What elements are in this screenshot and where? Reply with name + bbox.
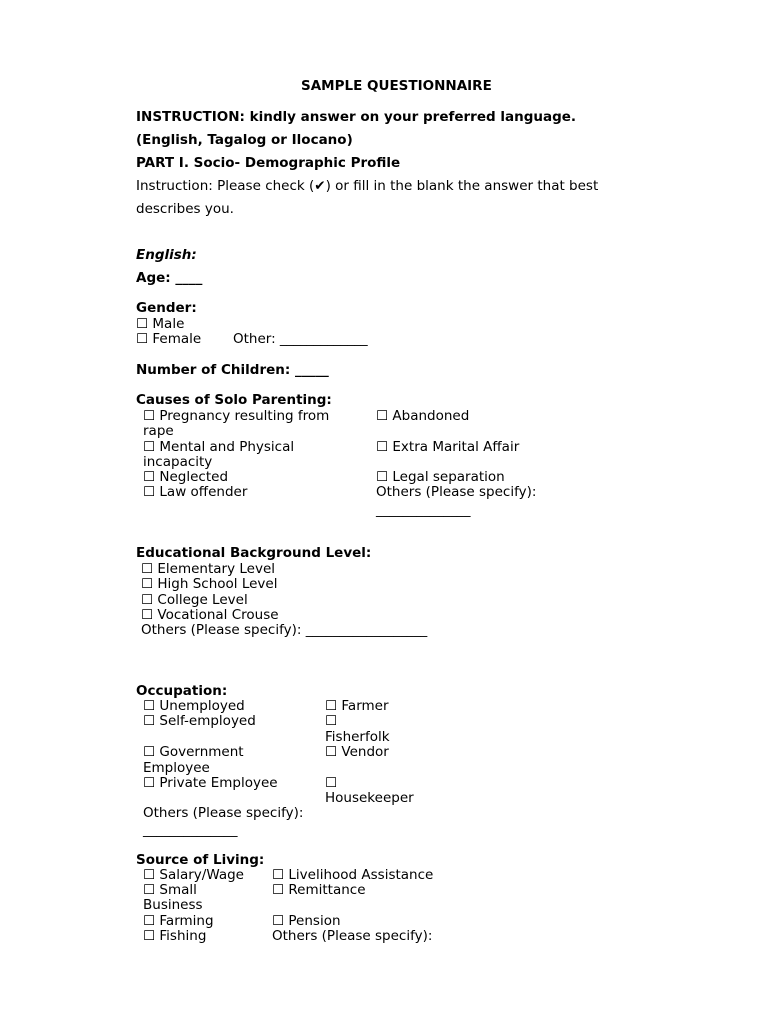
occupation-fisherfolk-checkbox[interactable]: ☐ <box>325 713 338 729</box>
living-farming-checkbox[interactable]: ☐ Farming <box>143 913 214 929</box>
occupation-housekeeper-label: Housekeeper <box>325 790 414 806</box>
check-instruction-line1: Instruction: Please check (✔) or fill in the blank the answer that best <box>136 178 599 194</box>
living-pension-checkbox[interactable]: ☐ Pension <box>272 913 341 929</box>
cause-neglected-checkbox[interactable]: ☐ Neglected <box>143 469 229 485</box>
occupation-heading: Occupation: <box>136 683 228 699</box>
english-label: English: <box>136 247 197 263</box>
cause-pregnancy-label-cont: rape <box>143 423 174 439</box>
occupation-farmer-checkbox[interactable]: ☐ Farmer <box>325 698 389 714</box>
education-vocational-checkbox[interactable]: ☐ Vocational Crouse <box>141 607 279 623</box>
living-heading: Source of Living: <box>136 852 265 868</box>
gender-heading: Gender: <box>136 300 197 316</box>
cause-others-field[interactable]: ______________ <box>376 502 471 518</box>
education-elementary-checkbox[interactable]: ☐ Elementary Level <box>141 561 276 577</box>
living-livelihood-checkbox[interactable]: ☐ Livelihood Assistance <box>272 867 434 883</box>
gender-male-checkbox[interactable]: ☐ Male <box>136 316 185 332</box>
occupation-vendor-checkbox[interactable]: ☐ Vendor <box>325 744 389 760</box>
occupation-government-checkbox[interactable]: ☐ Government <box>143 744 244 760</box>
education-highschool-checkbox[interactable]: ☐ High School Level <box>141 576 278 592</box>
education-college-checkbox[interactable]: ☐ College Level <box>141 592 248 608</box>
gender-other-field[interactable]: Other: _____________ <box>233 331 368 347</box>
living-salary-checkbox[interactable]: ☐ Salary/Wage <box>143 867 244 883</box>
part-heading: PART I. Socio- Demographic Profile <box>136 155 401 171</box>
living-fishing-checkbox[interactable]: ☐ Fishing <box>143 928 207 944</box>
occupation-unemployed-checkbox[interactable]: ☐ Unemployed <box>143 698 245 714</box>
living-small-business-label-cont: Business <box>143 897 203 913</box>
education-others-field[interactable]: Others (Please specify): __________________ <box>141 622 428 638</box>
living-small-business-checkbox[interactable]: ☐ Small <box>143 882 197 898</box>
education-heading: Educational Background Level: <box>136 545 372 561</box>
cause-law-checkbox[interactable]: ☐ Law offender <box>143 484 248 500</box>
document-title: SAMPLE QUESTIONNAIRE <box>301 78 492 94</box>
occupation-others-field[interactable]: ______________ <box>143 822 238 838</box>
children-field[interactable]: Number of Children: _____ <box>136 362 329 378</box>
cause-abandoned-checkbox[interactable]: ☐ Abandoned <box>376 408 470 424</box>
living-others-label: Others (Please specify): <box>272 928 433 944</box>
language-instruction: INSTRUCTION: kindly answer on your preferred language. <box>136 109 577 125</box>
occupation-self-employed-checkbox[interactable]: ☐ Self-employed <box>143 713 256 729</box>
occupation-fisherfolk-label: Fisherfolk <box>325 729 390 745</box>
occupation-government-label-cont: Employee <box>143 760 210 776</box>
language-options: (English, Tagalog or Ilocano) <box>136 132 353 148</box>
occupation-housekeeper-checkbox[interactable]: ☐ <box>325 775 338 791</box>
cause-affair-checkbox[interactable]: ☐ Extra Marital Affair <box>376 439 520 455</box>
cause-legal-checkbox[interactable]: ☐ Legal separation <box>376 469 505 485</box>
cause-pregnancy-checkbox[interactable]: ☐ Pregnancy resulting from <box>143 408 330 424</box>
living-remittance-checkbox[interactable]: ☐ Remittance <box>272 882 366 898</box>
check-instruction-line2: describes you. <box>136 201 234 217</box>
causes-heading: Causes of Solo Parenting: <box>136 392 332 408</box>
cause-mental-checkbox[interactable]: ☐ Mental and Physical <box>143 439 295 455</box>
occupation-private-checkbox[interactable]: ☐ Private Employee <box>143 775 278 791</box>
occupation-others-label: Others (Please specify): <box>143 805 304 821</box>
gender-female-checkbox[interactable]: ☐ Female <box>136 331 202 347</box>
cause-others-label: Others (Please specify): <box>376 484 537 500</box>
age-field[interactable]: Age: ____ <box>136 270 203 286</box>
cause-mental-label-cont: incapacity <box>143 454 213 470</box>
